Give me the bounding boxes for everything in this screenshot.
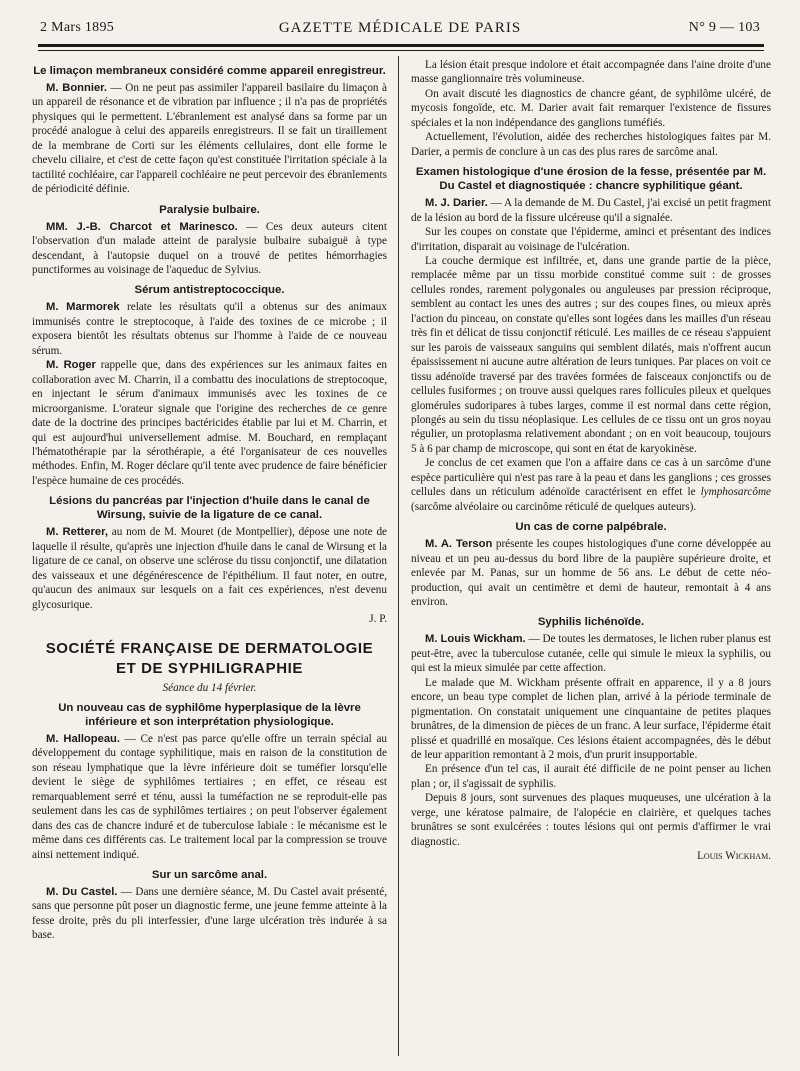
paragraph-text: — Ce n'est pas parce qu'elle offre un terrain spécial au développement du contage syphilitique, mais en raison de la constitution de son réseau lymphatique que la lèvre inférieure doit se tuméfier lorsqu'elle devient le siège de syphilômes tertiaires ; en effet, ce réseau est remarquablement serré et ténu, aussi la tuméfaction ne se reproduit-elle pas seulement dans les cas de syphilômes tertiaires ; on peut l'observer également dans des cas de chancre induré et de tuberculose labiale : le mécanisme est le même dans ces différents cas. Le traitement local par la compression se trouve ainsi nettement indiqué. bbox=[32, 732, 387, 861]
paragraph-continued-1: La lésion était presque indolore et était accompagnée dans l'aine droite d'une masse ganglionnaire très volumineuse. bbox=[411, 59, 771, 86]
paragraph-charcot bbox=[32, 220, 387, 278]
section-title-corne: Un cas de corne palpébrale. bbox=[515, 521, 667, 534]
paragraph-continued-2: On avait discuté les diagnostics de chancre géant, de syphilôme ulcéré, de mycosis fongoïde, etc. M. Darier avait fait remarquer l'existence de fissures spéciales et la non indépendance des ganglions tuméfiés. bbox=[411, 87, 771, 129]
header-rule-thin bbox=[38, 50, 764, 51]
paragraph-text: — Ces deux auteurs citent l'observation d'un malade atteint de paralysie bulbaire subaiguë à type descendant, à l'autopsie duquel on a trouvé de petites hémorrhagies punctiformes au voisinage de l'aqueduc de Sylvius. bbox=[32, 220, 387, 276]
issue-page-number: N° 9 — 103 bbox=[688, 20, 760, 35]
paragraph-conclusion bbox=[411, 456, 771, 514]
paragraph-text: — De toutes les dermatoses, le lichen ruber planus est peut-être, avec la tuberculose cutanée, celle qui simule le mieux la syphilis, ou qui est la mieux simulée par cette affection. bbox=[411, 633, 771, 675]
paragraph-depuis: Depuis 8 jours, sont survenues des plaques muqueuses, une ulcération à la verge, une kératose palmaire, de l'alopécie en clairière, et quelques taches brunâtres se sont exulcérées : toutes lésions qui ont permis d'affirmer le vrai diagnostic. bbox=[411, 792, 771, 848]
paragraph-roger bbox=[32, 358, 387, 488]
society-heading-line1: SOCIÉTÉ FRANÇAISE DE DERMATOLOGIE bbox=[45, 639, 374, 657]
paragraph-malade: Le malade que M. Wickham présente offrait en apparence, il y a 8 jours encore, un beau type complet de lichen plan, arrivé à la période terminale de pigmentation. On constatait uniquement une cinquantaine de petites plaques brunâtres, de la dimension de pièces de un franc. A leur surface, l'épiderme était plissé et quadrillé en mosaïque. Ces lésions étaient accompagnées, dès le début de leur apparition remontant à 2 mois, d'un prurit insupportable. bbox=[411, 676, 771, 762]
paragraph-coupes: Sur les coupes on constate que l'épiderme, aminci et présentant des indices d'irritation, disparait au voisinage de l'ulcération. bbox=[411, 226, 771, 253]
speaker-name: M. Bonnier. bbox=[46, 82, 108, 94]
speaker-name: MM. J.-B. Charcot et Marinesco. bbox=[46, 220, 238, 233]
signature-wickham: Louis Wickham. bbox=[697, 850, 771, 863]
society-heading-line2: ET DE SYPHILIGRAPHIE bbox=[115, 659, 304, 677]
paragraph-hallopeau bbox=[32, 732, 387, 862]
italic-term: lymphosarcôme bbox=[700, 486, 771, 499]
page-header bbox=[40, 18, 760, 40]
paragraph-marmorek bbox=[32, 300, 387, 358]
speaker-name: M. Louis Wickham. bbox=[425, 633, 526, 646]
signature-jp: J. P. bbox=[369, 613, 387, 626]
paragraph-text: présente les coupes histologiques d'une corne développée au niveau et un peu au-dessus du bord libre de la paupière supérieure droite, et enlevée par M. Panas, sur un homme de 56 ans. Le début de cette néo-production, qui avait un centimètre et demi de hauteur, remontait à 4 ans environ. bbox=[411, 538, 771, 608]
right-column bbox=[411, 58, 771, 864]
section-title-sarcome: Sur un sarcôme anal. bbox=[151, 869, 268, 882]
header-date: 2 Mars 1895 bbox=[40, 20, 115, 35]
paragraph-presence: En présence d'un tel cas, il aurait été difficile de ne point penser au lichen plan ; or, il s'agissait de syphilis. bbox=[411, 763, 771, 790]
paragraph-text: — On ne peut pas assimiler l'appareil basilaire du limaçon à un appareil de résonance et de vibration par influence ; il n'a pas de propriétés physiques qui le permettent. L'ébranlement est analysé dans sa forme par un procédé analogue à celui des appareils enregistreurs. Il se fait un tiraillement de la membrane de Corti sur les éléments cellulaires, dont elle forme le chevelu ciliaire, et c'est de cette façon qu'est constituée l'irritation spéciale à la tactilité cochléaire, car l'appareil cochléaire ne peut percevoir des ébranlements de périodicité définie. bbox=[32, 82, 387, 196]
paragraph-du-castel bbox=[32, 885, 387, 943]
section-title-paralysie: Paralysie bulbaire. bbox=[159, 203, 260, 216]
paragraph-continued-3: Actuellement, l'évolution, aidée des recherches histologiques faites par M. Darier, a permis de conclure à un cas des plus rares de sarcôme anal. bbox=[411, 131, 771, 158]
column-separator bbox=[398, 56, 399, 1056]
journal-title: GAZETTE MÉDICALE DE PARIS bbox=[278, 20, 522, 36]
speaker-name: M. Du Castel. bbox=[46, 886, 118, 899]
section-title-syphilis: Syphilis lichénoïde. bbox=[537, 616, 645, 629]
society-heading bbox=[32, 639, 387, 679]
paragraph-text: — Dans une dernière séance, M. Du Castel avait présenté, sans que personne pût poser un diagnostic ferme, une jeune femme atteinte à la fesse droite, près du pli interfessier, d'une large ulcération très indurée à sa base. bbox=[32, 886, 387, 942]
section-title-lesions: Lésions du pancréas par l'injection d'huile dans le canal de Wirsung, suivie de la ligature de ce canal. bbox=[49, 495, 370, 522]
speaker-name: M. J. Darier. bbox=[425, 197, 488, 210]
paragraph-text: Je conclus de cet examen que l'on a affaire dans ce cas à un sarcôme d'une espèce particulière qui n'est pas rare à la peau et dans les ganglions ; ces grosses cellules dans un réticulum adénoïde caractérisent en effet le bbox=[411, 457, 771, 499]
left-column bbox=[32, 58, 387, 943]
section-title-examen: Examen histologique d'une érosion de la fesse, présentée par M. Du Castel et diagnostiquée : chancre syphilitique géant. bbox=[415, 166, 767, 193]
paragraph-wickham bbox=[411, 632, 771, 675]
speaker-name: M. A. Terson bbox=[425, 538, 493, 551]
section-title-limacon: Le limaçon membraneux considéré comme appareil enregistreur. bbox=[33, 65, 386, 77]
paragraph-text: au nom de M. Mouret (de Montpellier), dépose une note de laquelle il résulte, qu'après une injection d'huile dans le canal de Wirsung et la ligature de ce canal, on observe une sclérose du tissu conjonctif, une dilatation des vaisseaux et une dégénérescence de l'épithélium. Il faut noter, en outre, qu'aucun des animaux sur lesquels on a fait ces expériences, n'est devenu glycosurique. bbox=[32, 526, 387, 611]
paragraph-text: (sarcôme alvéolaire ou carcinôme réticulé de quelques auteurs). bbox=[411, 500, 697, 513]
paragraph-text: relate les résultats qu'il a obtenus sur des animaux immunisés contre le streptocoque, à l'aide des toxines de ce microbe ; il exposera bientôt les résultats obtenus sur l'homme à l'aide de ce nouveau sérum. bbox=[32, 301, 387, 357]
speaker-name: M. Retterer, bbox=[46, 526, 108, 539]
paragraph-text: — A la demande de M. Du Castel, j'ai excisé un petit fragment de la lésion au bord de la fissure ulcéreuse qu'il a signalée. bbox=[411, 197, 771, 224]
paragraph-darier bbox=[411, 196, 771, 225]
paragraph-bonnier bbox=[32, 81, 387, 197]
paragraph-couche-dermique: La couche dermique est infiltrée, et, dans une grande partie de la pièce, remplacée même par un tissu morbide constitué comme suit : de grosses cellules rondes, rarement polygonales ou anguleuses par pression réciproque, semblent au contact les unes des autres ; sur des coupes fines, ou mieux après l'action du pinceau, on constate qu'elles sont logées dans les mailles d'un réseau très fin et délicat de tissu conjonctif réticulé. Les mailles de ce réseau s'appuient sur les parois de vaisseaux sanguins qui semblent dilatés, mais n'offrent aucun épaississement ni aucune autre altération de leurs tuniques. Par places on voit ce tissu adénoïde traversé par des travées formées de faisceaux conjonctifs ou de cellules fusiformes ; on trouve aussi quelques rares follicules pileux et quelques glomérules sudoripares à tubes larges, comme il est normal dans cette région, plongés au sein du tissu néoplasique. Les cellules de ce tissu ont un gros noyau régulier, un protoplasma relativement abondant ; on en voit beaucoup, toujours 5 à 6 par champ de microscope, qui sont en état de karyokinèse. bbox=[411, 254, 771, 455]
speaker-name: M. Marmorek bbox=[46, 301, 120, 314]
session-date: Séance du 14 février. bbox=[162, 681, 257, 694]
paragraph-text: rappelle que, dans des expériences sur les animaux faites en collaboration avec M. Charrin, il a combattu des inoculations de streptocoque, en injectant le sérum d'animaux immunisés avec les toxines de ce microorganisme. L'orateur signale que l'origine des recherches de ce genre date de la doctrine des principes bactéricides établie par lui et M. Charrin, et qui est aujourd'hui universellement admise. M. Bouchard, en remplaçant l'hématothérapie par la sérothérapie, a été l'organisateur de ces nouvelles méthodes. Enfin, M. Roger déclare qu'il tente avec prudence de faire bénéficier l'espèce humaine de ces procédés. bbox=[32, 359, 388, 487]
section-title-nouveau-cas: Un nouveau cas de syphilôme hyperplasique de la lèvre inférieure et son interprétation physiologique. bbox=[58, 701, 361, 728]
section-title-serum: Sérum antistreptococcique. bbox=[134, 284, 285, 297]
speaker-name: M. Roger bbox=[46, 359, 96, 372]
paragraph-terson bbox=[411, 537, 771, 609]
paragraph-retterer bbox=[32, 525, 387, 612]
speaker-name: M. Hallopeau. bbox=[46, 732, 120, 745]
header-rule-thick bbox=[38, 44, 764, 47]
